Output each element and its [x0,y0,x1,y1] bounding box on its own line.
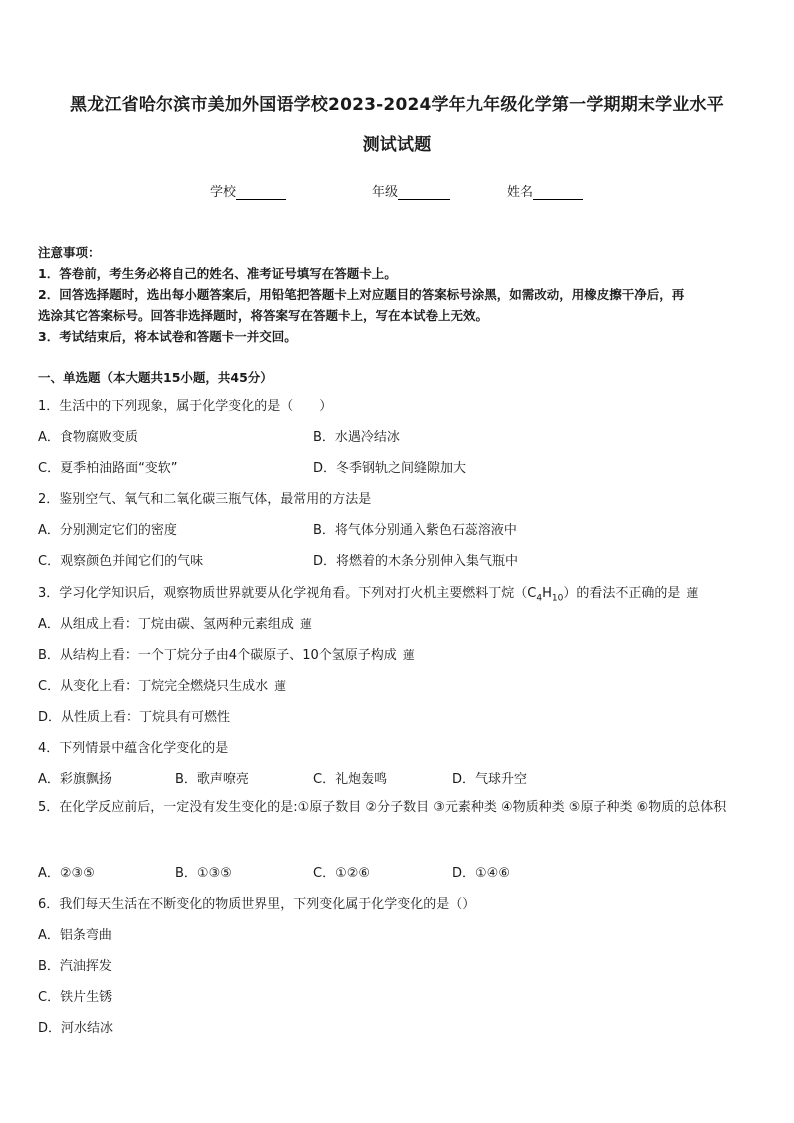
exam-title-line1: 黑龙江省哈尔滨市美加外国语学校2023-2024学年九年级化学第一学期期末学业水平 [70,95,724,115]
option-d[interactable]: D．①④⑥ [452,866,510,881]
grade-field [372,181,450,200]
notes-block [38,242,760,347]
option-b[interactable]: B．歌声嘹亮 [175,772,249,787]
option-d[interactable] [38,706,230,725]
question-stem: 2．鉴别空气、氧气和二氧化碳三瓶气体，最常用的方法是 [38,492,372,507]
option-c[interactable] [38,675,286,694]
option-text: C．从变化上看：丁烷完全燃烧只生成水 [38,679,269,694]
watermark-glyph: 蓮 [402,648,415,662]
option-d[interactable]: D．冬季钢轨之间缝隙加大 [313,461,467,476]
subscript-10: 10 [551,593,564,604]
question-stem: 1．生活中的下列现象，属于化学变化的是（ ） [38,399,333,414]
option-text: A．从组成上看：丁烷由碳、氢两种元素组成 [38,617,294,632]
stem-text: H [542,586,552,601]
option-b[interactable]: B．①③⑤ [175,866,232,881]
name-label: 姓名 [507,185,534,200]
note-item: 2．回答选择题时，选出每小题答案后，用铅笔把答题卡上对应题目的答案标号涂黑，如需改动，用橡皮擦干净后，再 [38,287,685,302]
question-stem: 6．我们每天生活在不断变化的物质世界里，下列变化属于化学变化的是（） [38,897,476,912]
watermark-glyph: 蓮 [274,679,287,693]
grade-blank[interactable] [398,185,450,200]
option-a[interactable]: A．分别测定它们的密度 [38,523,177,538]
name-field [507,181,583,200]
name-blank[interactable] [533,185,583,200]
school-blank[interactable] [236,185,286,200]
subscript-4: 4 [536,593,543,604]
watermark-glyph: 蓮 [299,617,312,631]
option-a[interactable]: A．彩旗飘扬 [38,772,112,787]
exam-title-line2: 测试试题 [362,135,432,155]
option-c[interactable]: C．礼炮轰鸣 [313,772,388,787]
option-c[interactable]: C．铁片生锈 [38,990,113,1005]
school-field [210,181,286,200]
grade-label: 年级 [372,185,399,200]
option-text: D．从性质上看：丁烷具有可燃性 [38,710,231,725]
stem-text: ）的看法不正确的是 [563,586,681,601]
option-a[interactable]: A．铝条弯曲 [38,928,112,943]
notes-heading: 注意事项： [38,245,101,260]
option-b[interactable]: B．汽油挥发 [38,959,112,974]
question-stem [38,582,698,604]
school-label: 学校 [210,185,237,200]
note-item: 选涂其它答案标号。回答非选择题时，将答案写在答题卡上，写在本试卷上无效。 [38,308,489,323]
option-d[interactable]: D．河水结冰 [38,1021,114,1036]
option-c[interactable]: C．观察颜色并闻它们的气味 [38,554,204,569]
option-text: B．从结构上看：一个丁烷分子由4个碳原子、10个氢原子构成 [38,648,397,663]
option-a[interactable] [38,613,312,632]
option-c[interactable]: C．①②⑥ [313,866,371,881]
stem-text: 3．学习化学知识后，观察物质世界就要从化学视角看。下列对打火机主要燃料丁烷（C [38,586,537,601]
section-title: 一、单选题（本大题共15小题，共45分） [38,370,273,385]
option-a[interactable]: A．②③⑤ [38,866,95,881]
watermark-glyph: 蓮 [686,586,699,600]
option-b[interactable]: B．将气体分别通入紫色石蕊溶液中 [313,523,517,538]
note-item: 3．考试结束后，将本试卷和答题卡一并交回。 [38,329,297,344]
option-d[interactable]: D．将燃着的木条分别伸入集气瓶中 [313,554,519,569]
option-a[interactable]: A．食物腐败变质 [38,430,138,445]
question-stem: 5．在化学反应前后，一定没有发生变化的是:①原子数目 ②分子数目 ③元素种类 ④物质种类 ⑤原子种类 ⑥物质的总体积 [38,800,727,815]
option-c[interactable]: C．夏季柏油路面“变软” [38,461,178,476]
note-item: 1．答卷前，考生务必将自己的姓名、准考证号填写在答题卡上。 [38,266,397,281]
question-stem: 4．下列情景中蕴含化学变化的是 [38,741,229,756]
option-b[interactable] [38,644,415,663]
option-d[interactable]: D．气球升空 [452,772,528,787]
option-b[interactable]: B．水遇冷结冰 [313,430,400,445]
